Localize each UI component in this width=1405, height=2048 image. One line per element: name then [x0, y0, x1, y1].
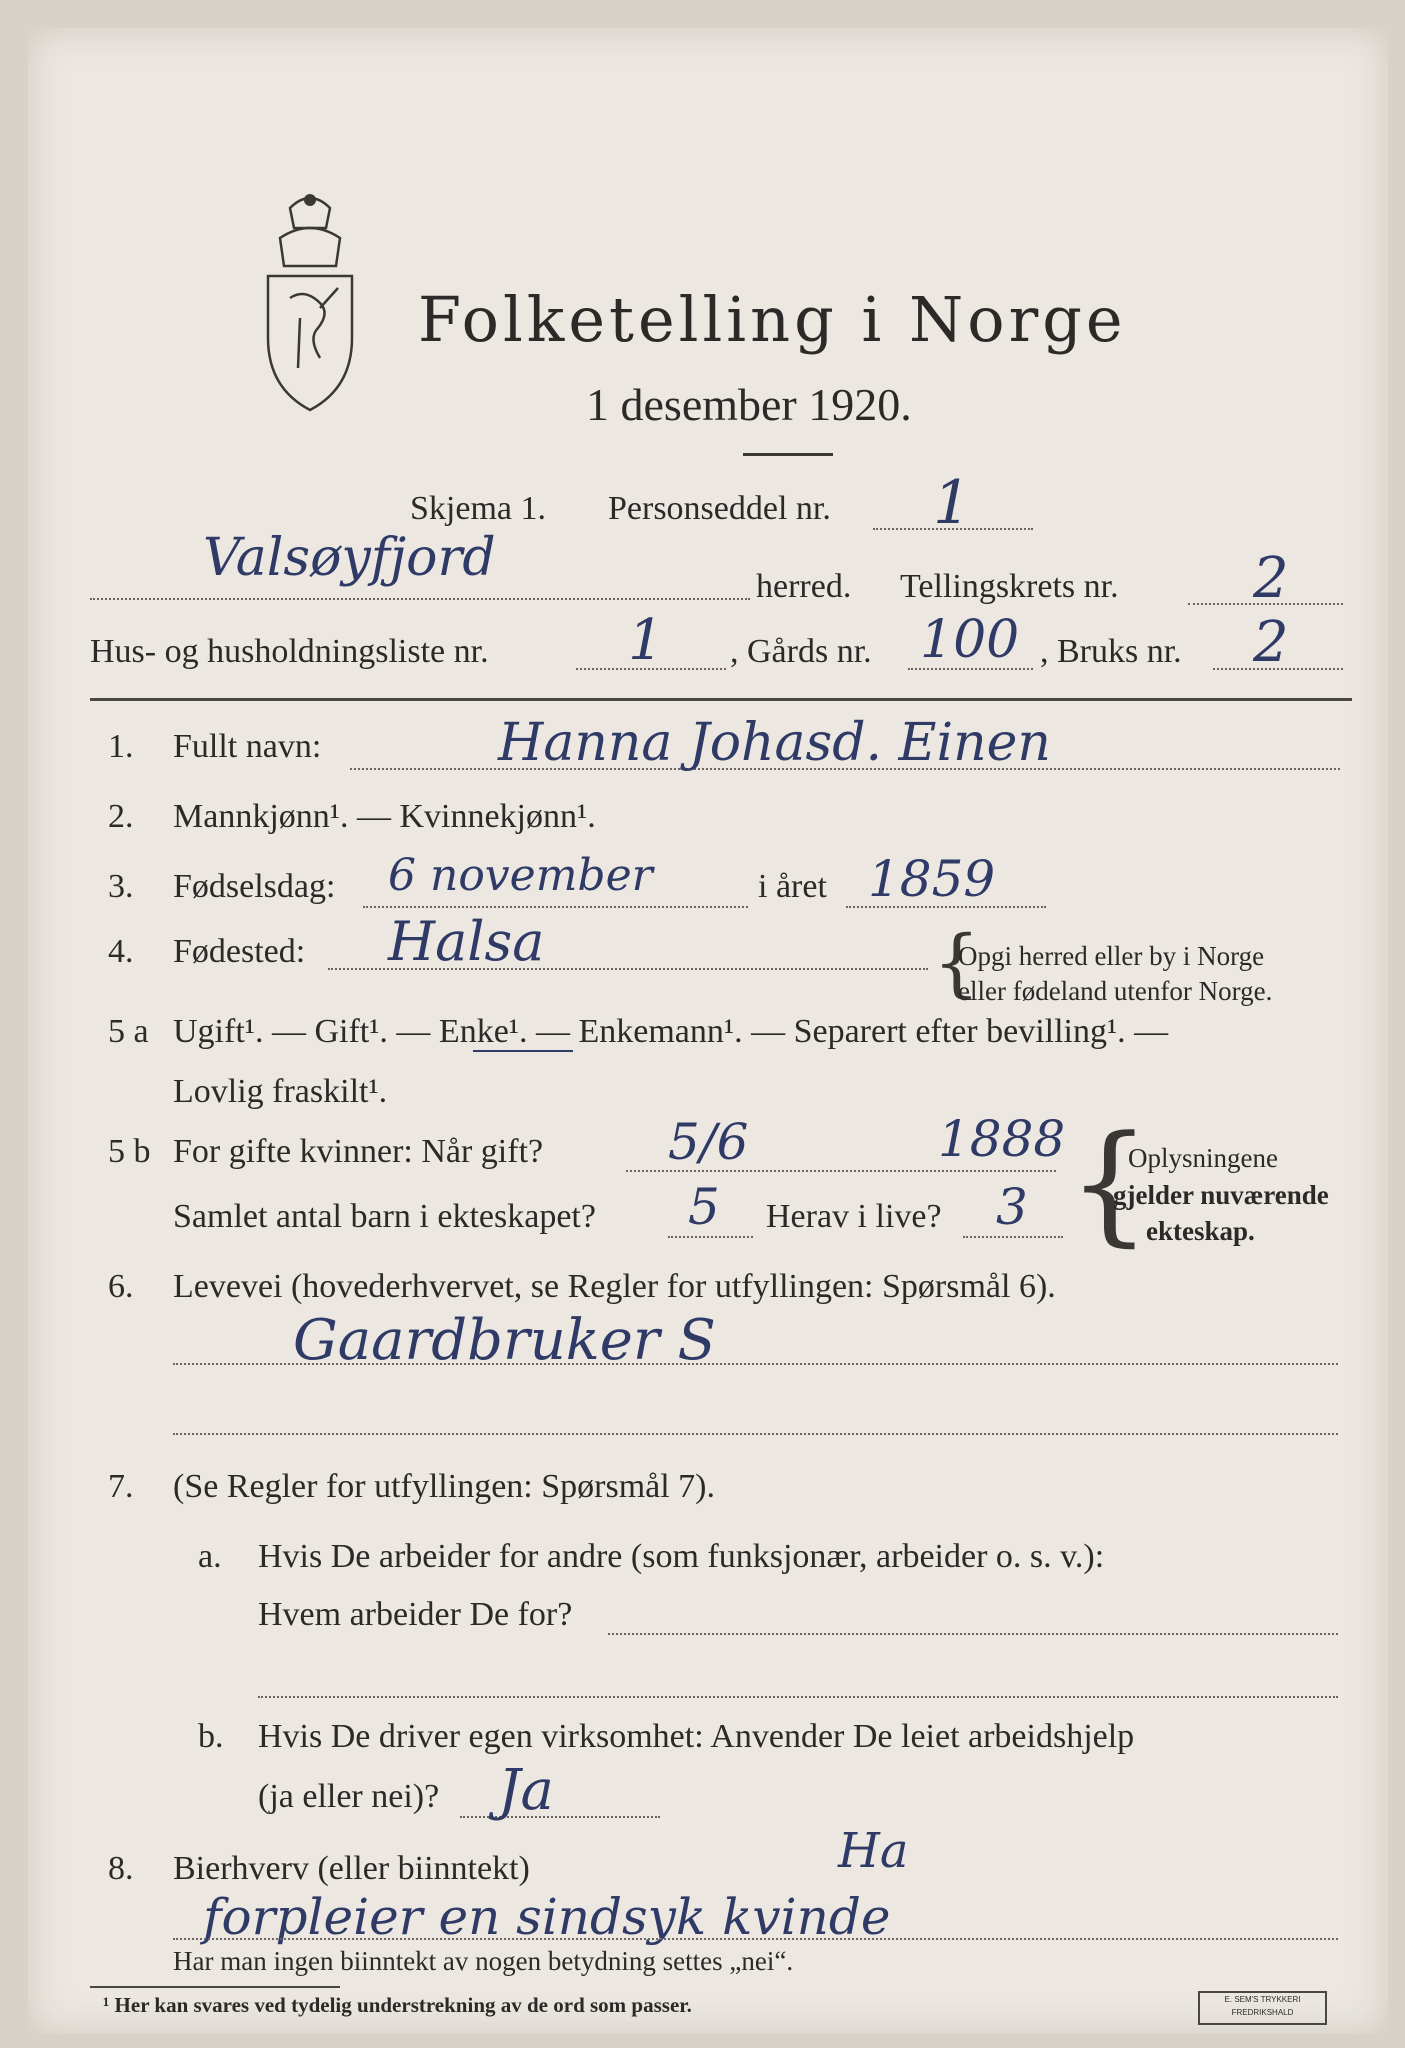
side-income-value[interactable]: forpleier en sindsyk kvinde — [203, 1888, 891, 1946]
children-value[interactable]: 5 — [688, 1178, 720, 1236]
full-name-value[interactable]: Hanna Johasd. Einen — [498, 713, 1051, 773]
q5b-brace: { — [1068, 1107, 1151, 1259]
coat-of-arms-icon — [250, 188, 370, 418]
q4-note-line1: Opgi herred eller by i Norge — [958, 941, 1265, 971]
gards-value[interactable]: 100 — [920, 610, 1020, 670]
herred-line — [90, 598, 750, 600]
tellingskrets-value[interactable]: 2 — [1253, 546, 1289, 611]
alive-value[interactable]: 3 — [996, 1178, 1028, 1236]
census-form-sheet — [28, 28, 1388, 2034]
herred-label: herred. — [756, 568, 852, 605]
enke-underline — [473, 1050, 573, 1052]
q3-line — [363, 906, 748, 908]
husliste-value[interactable]: 1 — [628, 608, 664, 673]
alive-line — [963, 1236, 1063, 1238]
q1-label: Fullt navn: — [173, 728, 322, 765]
q7b-line1: Hvis De driver egen virksomhet: Anvender De leiet arbeidshjelp — [258, 1718, 1135, 1755]
q5b-note-line2: gjelder nuværende — [1113, 1180, 1329, 1210]
tellingskrets-label: Tellingskrets nr. — [900, 568, 1119, 605]
occupation-value[interactable]: Gaardbruker S — [293, 1308, 716, 1373]
alive-label: Herav i live? — [766, 1198, 942, 1235]
q3-label: Fødselsdag: — [173, 868, 336, 905]
q7a-line2: Hvem arbeider De for? — [258, 1596, 573, 1633]
footnote: ¹ Her kan svares ved tydelig understrekning av de ord som passer. — [103, 1993, 692, 2017]
q7b-number: b. — [198, 1718, 224, 1755]
birth-year-value[interactable]: 1859 — [868, 850, 996, 908]
q6-label: Levevei (hovederhvervet, se Regler for utfyllingen: Spørsmål 6). — [173, 1268, 1056, 1305]
herred-value[interactable]: Valsøyfjord — [203, 528, 496, 588]
gards-label: , Gårds nr. — [730, 633, 872, 670]
q2-number: 2. — [108, 798, 134, 835]
q8-label: Bierhverv (eller biinntekt) — [173, 1850, 530, 1887]
q5b-note-line1: Oplysningene — [1128, 1143, 1278, 1173]
q3-year-label: i året — [758, 868, 827, 905]
q7a-line1: Hvis De arbeider for andre (som funksjonær, arbeider o. s. v.): — [258, 1538, 1105, 1575]
personseddel-value[interactable]: 1 — [933, 468, 972, 538]
q5b-note-line3: ekteskap. — [1146, 1216, 1255, 1246]
q6-line1 — [173, 1363, 1338, 1365]
q7-label: (Se Regler for utfyllingen: Spørsmål 7). — [173, 1468, 716, 1505]
bruks-label: , Bruks nr. — [1040, 633, 1182, 670]
marriage-year-value[interactable]: 1888 — [938, 1110, 1066, 1168]
birthplace-value[interactable]: Halsa — [388, 910, 545, 973]
personseddel-label: Personseddel nr. — [608, 490, 831, 527]
q4-brace: { — [933, 920, 981, 1006]
children-label: Samlet antal barn i ekteskapet? — [173, 1198, 596, 1235]
hired-help-value[interactable]: Ja — [498, 1758, 554, 1823]
q6-line2 — [173, 1433, 1338, 1435]
q8-note: Har man ingen biinntekt av nogen betydning settes „nei“. — [173, 1946, 794, 1976]
q8-line — [173, 1938, 1338, 1940]
gender-options: Mannkjønn¹. — Kvinnekjønn¹. — [173, 798, 596, 835]
q1-number: 1. — [108, 728, 134, 765]
footnote-rule — [90, 1986, 340, 1988]
census-date: 1 desember 1920. — [586, 379, 912, 430]
q5b-number: 5 b — [108, 1133, 151, 1170]
employer-line — [608, 1633, 1338, 1635]
marital-status-options: Ugift¹. — Gift¹. — Enke¹. — Enkemann¹. — Separert efter bevilling¹. — — [173, 1013, 1169, 1050]
form-title: Folketelling i Norge — [418, 283, 1127, 356]
marital-status-options-line2: Lovlig fraskilt¹. — [173, 1073, 388, 1110]
printer-stamp: E. SEM'S TRYKKERI FREDRIKSHALD — [1198, 1991, 1327, 2025]
q5a-number: 5 a — [108, 1013, 149, 1050]
marriage-day-value[interactable]: 5/6 — [668, 1113, 749, 1171]
children-line — [668, 1236, 753, 1238]
husliste-label: Hus- og husholdningsliste nr. — [90, 633, 489, 670]
q8-number: 8. — [108, 1850, 134, 1887]
header-separator — [90, 698, 1352, 701]
q7b-line2: (ja eller nei)? — [258, 1778, 440, 1815]
q4-label: Fødested: — [173, 933, 306, 970]
q7a-number: a. — [198, 1538, 222, 1575]
bruks-value[interactable]: 2 — [1253, 610, 1289, 675]
schema-label: Skjema 1. — [410, 490, 546, 527]
side-income-top-value[interactable]: Ha — [838, 1823, 909, 1879]
birthday-value[interactable]: 6 november — [388, 850, 653, 901]
q4-number: 4. — [108, 933, 134, 970]
q3-number: 3. — [108, 868, 134, 905]
q7-number: 7. — [108, 1468, 134, 1505]
title-divider — [743, 453, 833, 456]
q4-note-line2: eller fødeland utenfor Norge. — [958, 976, 1273, 1006]
q6-number: 6. — [108, 1268, 134, 1305]
q5b-label: For gifte kvinner: Når gift? — [173, 1133, 544, 1170]
q7b-line — [460, 1816, 660, 1818]
employer-line2 — [258, 1696, 1338, 1698]
